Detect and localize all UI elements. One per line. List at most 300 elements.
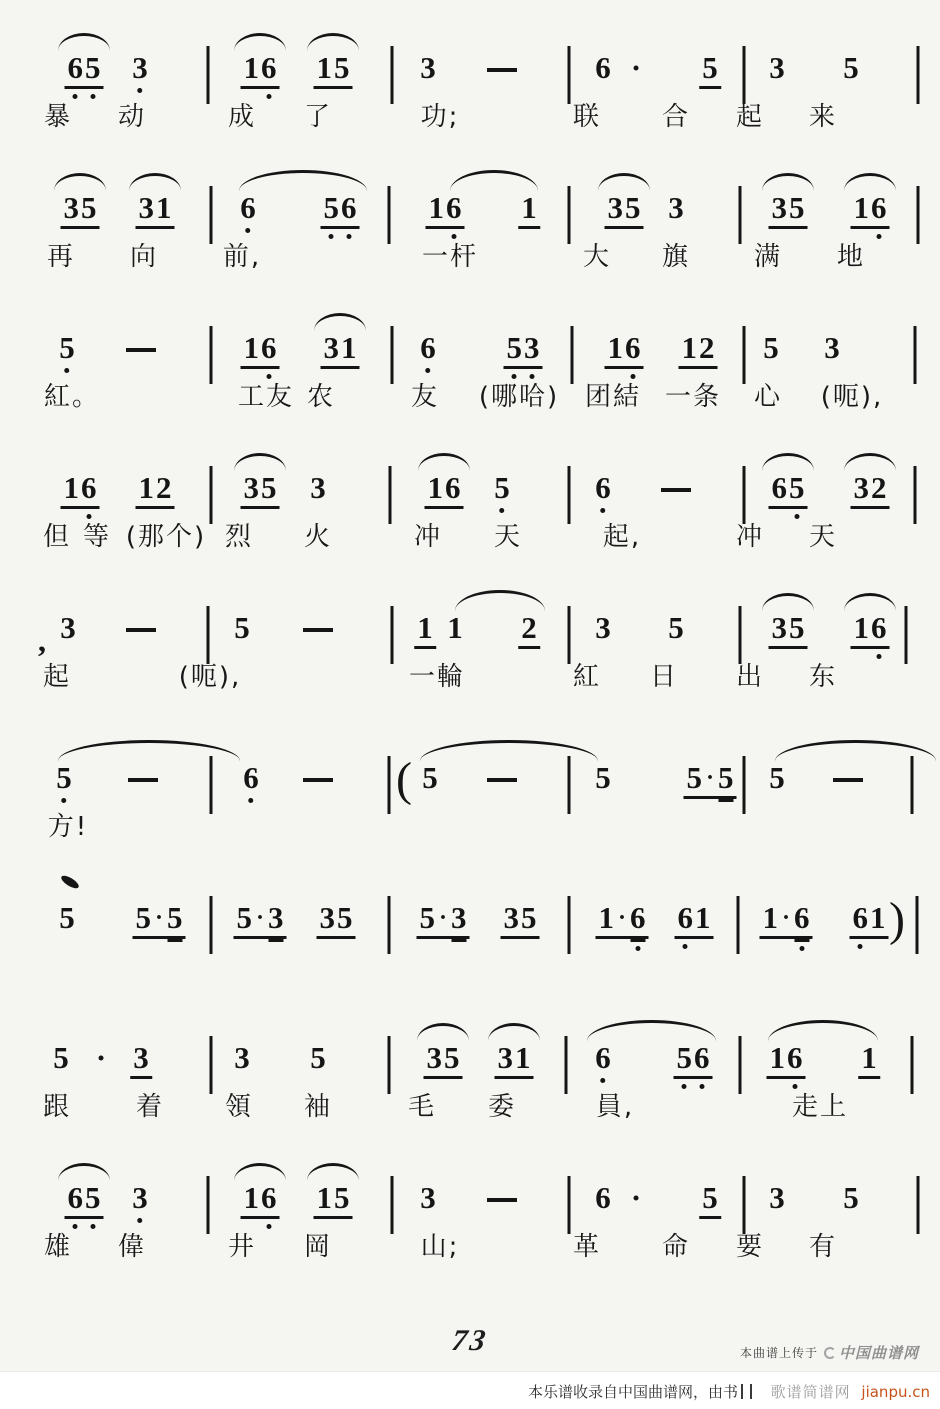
dash-note: [487, 1198, 517, 1202]
note-digit: 6: [794, 900, 810, 935]
lyric-syllable: 天: [808, 522, 838, 552]
barline: [743, 46, 746, 104]
score-line: [0, 740, 940, 880]
dash-note: [126, 348, 156, 352]
note-group: [605, 192, 644, 229]
note-digit: 5: [763, 330, 779, 365]
note-digit: 3: [243, 470, 259, 505]
note-digit: 5: [337, 900, 353, 935]
note-digit: ·: [617, 905, 627, 931]
score-line: [0, 1020, 940, 1160]
note-group: [769, 612, 808, 649]
lyric-syllable: 井: [227, 1232, 257, 1262]
note-digit: 5: [167, 900, 183, 935]
note-digit: 5: [789, 470, 805, 505]
lyric-syllable: 团結: [584, 382, 642, 412]
note-digit: 3: [771, 610, 787, 645]
note-digit: 5: [843, 1180, 859, 1215]
note-group: [840, 1182, 862, 1216]
note-digit: 6: [67, 1180, 83, 1215]
note-group: [851, 612, 890, 649]
note-digit: 6: [595, 50, 611, 85]
barline: [911, 1036, 914, 1094]
note-digit: ·: [781, 905, 791, 931]
barline: [207, 606, 210, 664]
score-line: [0, 30, 940, 170]
note-group: [850, 902, 889, 939]
note-group: [766, 52, 788, 86]
lyric-syllable: 冲: [413, 522, 443, 552]
barline: [388, 896, 391, 954]
note-digit: 1: [427, 470, 443, 505]
note-digit: 5: [595, 760, 611, 795]
note-digit: 6: [446, 190, 462, 225]
score-line: [0, 170, 940, 310]
note-group: [53, 762, 75, 796]
score-line: [0, 880, 940, 1020]
note-digit: 2: [521, 610, 537, 645]
note-digit: 5: [676, 1040, 692, 1075]
note-group: [444, 612, 466, 646]
note-group: [769, 472, 808, 509]
note-digit: 6: [595, 470, 611, 505]
footer-site: [771, 1381, 930, 1402]
score-line: [0, 590, 940, 730]
footer-source-label: 本乐谱收录自中国曲谱网，由书: [528, 1383, 739, 1401]
dash-note: [128, 778, 158, 782]
note-digit: 3: [497, 1040, 513, 1075]
note-digit: 5: [789, 610, 805, 645]
note-digit: 6: [630, 900, 646, 935]
slur-arc: [844, 593, 896, 611]
note-digit: 1: [870, 900, 886, 935]
lyric-syllable: 一条: [664, 382, 722, 412]
note-digit: 5: [668, 610, 684, 645]
note-group: [760, 332, 782, 366]
note-digit: 5: [494, 470, 510, 505]
note-group: [858, 1042, 880, 1079]
lyric-syllable: 偉: [117, 1232, 147, 1262]
note-digit: 6: [871, 610, 887, 645]
slur-arc: [844, 453, 896, 471]
augmentation-dot: ·: [630, 50, 642, 85]
slur-arc: [450, 170, 538, 191]
note-group: [595, 902, 648, 939]
slur-arc: [307, 1163, 359, 1181]
note-group: [665, 192, 687, 226]
note-group: [518, 612, 540, 649]
lyric-syllable: 要: [735, 1232, 765, 1262]
note-digit: 6: [420, 330, 436, 365]
note-digit: 6: [67, 50, 83, 85]
note-digit: 5: [334, 1180, 350, 1215]
barline: [391, 606, 394, 664]
barline: [210, 896, 213, 954]
lyric-syllable: 等: [82, 522, 112, 552]
note-group: [840, 52, 862, 86]
note-group: [237, 192, 259, 226]
note-digit: 5: [789, 190, 805, 225]
barline: [568, 466, 571, 524]
slur-arc: [455, 590, 545, 611]
note-digit: ·: [438, 905, 448, 931]
note-digit: 5: [59, 330, 75, 365]
note-digit: 1: [243, 1180, 259, 1215]
note-digit: 3: [310, 470, 326, 505]
note-group: [65, 52, 104, 89]
note-digit: 3: [451, 900, 467, 935]
note-group: [417, 332, 439, 366]
note-group: [231, 1042, 253, 1076]
note-digit: 2: [699, 330, 715, 365]
lyric-syllable: (呃),: [178, 662, 242, 692]
note-digit: 6: [677, 900, 693, 935]
note-digit: 1: [515, 1040, 531, 1075]
barline: [389, 466, 392, 524]
note-digit: 5: [85, 50, 101, 85]
lyric-syllable: 紅: [572, 662, 602, 692]
lyric-syllable: 冲: [735, 522, 765, 552]
note-digit: 3: [323, 330, 339, 365]
note-digit: 5: [718, 760, 734, 795]
lyric-syllable: 紅。: [43, 382, 101, 412]
note-digit: 6: [243, 760, 259, 795]
watermark-site-name: 中国曲谱网: [839, 1344, 920, 1362]
barline: [568, 1176, 571, 1234]
lyric-syllable: 合: [661, 102, 691, 132]
note-group: [56, 902, 78, 936]
note-digit: 2: [871, 470, 887, 505]
barline: [210, 326, 213, 384]
note-group: [65, 1182, 104, 1219]
barline: [568, 896, 571, 954]
note-digit: 5: [81, 190, 97, 225]
note-group: [759, 902, 812, 939]
note-digit: 5: [53, 1040, 69, 1075]
note-group: [419, 762, 441, 796]
note-digit: ·: [154, 905, 164, 931]
lyric-syllable: 跟: [42, 1092, 72, 1122]
slur-arc: [234, 1163, 286, 1181]
footer-source-text: [528, 1381, 752, 1402]
augmentation-dot: ·: [95, 1040, 107, 1075]
note-digit: 1: [138, 470, 154, 505]
slur-arc: [58, 1163, 110, 1181]
slur-arc: [768, 1020, 878, 1041]
note-digit: 6: [341, 190, 357, 225]
note-digit: 5: [59, 900, 75, 935]
lyric-syllable: 地: [836, 242, 866, 272]
note-group: [699, 1182, 721, 1219]
note-digit: 6: [595, 1040, 611, 1075]
note-digit: 6: [81, 470, 97, 505]
note-digit: 6: [261, 50, 277, 85]
barline: [207, 1176, 210, 1234]
note-digit: 5: [843, 50, 859, 85]
note-digit: 6: [261, 1180, 277, 1215]
note-digit: 1: [316, 1180, 332, 1215]
note-digit: 3: [853, 470, 869, 505]
barline: [743, 1176, 746, 1234]
barline: [568, 606, 571, 664]
lyric-syllable: 起: [42, 662, 72, 692]
note-digit: 6: [445, 470, 461, 505]
note-digit: 5: [419, 900, 435, 935]
note-digit: 3: [132, 50, 148, 85]
note-group: [56, 332, 78, 366]
slur-arc: [54, 173, 106, 191]
note-digit: 3: [234, 1040, 250, 1075]
note-group: [592, 612, 614, 646]
note-group: [679, 332, 718, 369]
note-digit: 3: [319, 900, 335, 935]
note-digit: 3: [668, 190, 684, 225]
barline: [388, 186, 391, 244]
note-digit: 1: [316, 50, 332, 85]
slur-arc: [762, 173, 814, 191]
note-group: [665, 612, 687, 646]
lyric-syllable: 天: [493, 522, 523, 552]
lyric-syllable: 領: [224, 1092, 254, 1122]
note-digit: 5: [323, 190, 339, 225]
note-group: [821, 332, 843, 366]
note-digit: 1: [853, 190, 869, 225]
note-digit: 3: [769, 50, 785, 85]
lyric-syllable: 有: [808, 1232, 838, 1262]
note-group: [851, 472, 890, 509]
note-group: [57, 612, 79, 646]
note-digit: 3: [426, 1040, 442, 1075]
note-group: [425, 472, 464, 509]
note-digit: 1: [861, 1040, 877, 1075]
note-group: [50, 1042, 72, 1076]
barline: [743, 326, 746, 384]
note-group: [592, 1042, 614, 1076]
lyric-syllable: 农: [306, 382, 336, 412]
note-group: [766, 762, 788, 796]
score-line: [0, 450, 940, 590]
note-group: [605, 332, 644, 369]
breath-mark: ,: [38, 622, 46, 658]
slur-arc: [234, 33, 286, 51]
note-digit: 5: [234, 610, 250, 645]
note-digit: 1: [243, 330, 259, 365]
note-group: [130, 1042, 152, 1079]
lyric-syllable: 但: [42, 522, 72, 552]
dash-note: [303, 778, 333, 782]
barline: [207, 46, 210, 104]
lyric-syllable: 起,: [602, 522, 642, 552]
dash-note: [303, 628, 333, 632]
lyric-syllable: 一杆: [421, 242, 479, 272]
note-digit: 5: [85, 1180, 101, 1215]
page-number: 73: [449, 1324, 491, 1357]
note-digit: 3: [132, 1180, 148, 1215]
note-group: [424, 1042, 463, 1079]
lyric-syllable: 友: [410, 382, 440, 412]
lyric-syllable: 旗: [661, 242, 691, 272]
lyric-syllable: (哪哈): [478, 382, 560, 412]
note-group: [417, 1182, 439, 1216]
slur-arc: [762, 593, 814, 611]
barline: [911, 756, 914, 814]
lyric-syllable: 日: [649, 662, 679, 692]
note-digit: 5: [236, 900, 252, 935]
note-digit: 1: [243, 50, 259, 85]
lyric-syllable: 雄: [43, 1232, 73, 1262]
lyric-syllable: 了: [303, 102, 333, 132]
barline: [917, 46, 920, 104]
note-group: [307, 472, 329, 506]
barline: [739, 186, 742, 244]
note-digit: 3: [769, 1180, 785, 1215]
barline: [914, 466, 917, 524]
note-group: [317, 902, 356, 939]
note-group: [307, 1042, 329, 1076]
note-group: [426, 192, 465, 229]
barline: [391, 326, 394, 384]
slur-arc: [587, 1020, 716, 1041]
note-digit: 1: [417, 610, 433, 645]
slur-arc: [58, 33, 110, 51]
lyric-syllable: 起: [735, 102, 765, 132]
note-group: [136, 472, 175, 509]
barline: [565, 1036, 568, 1094]
lyric-syllable: 动: [117, 102, 147, 132]
note-group: [314, 52, 353, 89]
note-group: [136, 192, 175, 229]
note-digit: 1: [521, 190, 537, 225]
note-group: [240, 762, 262, 796]
barline: [571, 326, 574, 384]
lyric-syllable: 工友: [237, 382, 295, 412]
lyric-syllable: 火: [303, 522, 333, 552]
note-digit: 1: [447, 610, 463, 645]
slur-arc: [598, 173, 650, 191]
barline: [391, 46, 394, 104]
slur-arc: [762, 453, 814, 471]
slur-arc: [234, 453, 286, 471]
footer-site-url[interactable]: jianpu.cn: [861, 1383, 930, 1401]
lyric-syllable: 一輪: [408, 662, 466, 692]
note-digit: 3: [63, 190, 79, 225]
note-digit: 2: [156, 470, 172, 505]
dash-note: [487, 68, 517, 72]
note-digit: 5: [769, 760, 785, 795]
lyric-syllable: 联: [572, 102, 602, 132]
note-digit: 6: [771, 470, 787, 505]
note-digit: 5: [135, 900, 151, 935]
note-digit: 6: [852, 900, 868, 935]
note-digit: 3: [60, 610, 76, 645]
note-group: [766, 1182, 788, 1216]
note-digit: 3: [138, 190, 154, 225]
lyric-syllable: 大: [582, 242, 612, 272]
note-group: [592, 52, 614, 86]
lyric-syllable: 东: [808, 662, 838, 692]
note-group: [231, 612, 253, 646]
note-digit: 6: [625, 330, 641, 365]
lyric-syllable: 成: [227, 102, 257, 132]
barline: [568, 46, 571, 104]
note-digit: 5: [56, 760, 72, 795]
note-group: [592, 1182, 614, 1216]
note-group: [241, 1182, 280, 1219]
note-group: [504, 332, 543, 369]
lyric-syllable: 方!: [47, 812, 89, 842]
note-group: [769, 192, 808, 229]
note-digit: 5: [310, 1040, 326, 1075]
lyric-syllable: 烈: [224, 522, 254, 552]
note-digit: 6: [871, 190, 887, 225]
note-group: [233, 902, 286, 939]
note-digit: 1: [853, 610, 869, 645]
slur-arc: [417, 1023, 469, 1041]
dash-note: [661, 488, 691, 492]
slur-arc: [420, 740, 598, 761]
barline: [210, 466, 213, 524]
note-digit: 5: [686, 760, 702, 795]
augmentation-dot: ·: [630, 1180, 642, 1215]
note-digit: 5: [334, 50, 350, 85]
note-group: [501, 902, 540, 939]
note-group: [674, 1042, 713, 1079]
note-digit: 1: [762, 900, 778, 935]
note-group: [241, 472, 280, 509]
barline: [917, 186, 920, 244]
note-group: [314, 1182, 353, 1219]
footer-site-name: 歌谱简谱网: [770, 1383, 851, 1401]
note-digit: 5: [261, 470, 277, 505]
note-digit: ·: [705, 765, 715, 791]
lyric-syllable: 向: [129, 242, 159, 272]
note-digit: 5: [422, 760, 438, 795]
note-digit: 1: [607, 330, 623, 365]
slur-arc: [239, 170, 367, 191]
note-group: [61, 472, 100, 509]
barline: [210, 756, 213, 814]
lyric-syllable: (那个): [125, 522, 207, 552]
slur-arc: [314, 313, 366, 331]
barline: [743, 466, 746, 524]
note-digit: 3: [133, 1040, 149, 1075]
lyric-syllable: 命: [661, 1232, 691, 1262]
note-digit: 1: [681, 330, 697, 365]
note-group: [675, 902, 714, 939]
lyric-syllable: 走上: [791, 1092, 849, 1122]
note-group: [592, 472, 614, 506]
note-digit: 3: [503, 900, 519, 935]
lyric-syllable: 委: [487, 1092, 517, 1122]
barline: [917, 1176, 920, 1234]
note-group: [592, 762, 614, 796]
lyric-syllable: 暴: [43, 102, 73, 132]
slur-arc: [844, 173, 896, 191]
barline: [905, 606, 908, 664]
note-group: [129, 1182, 151, 1216]
lyric-syllable: 满: [753, 242, 783, 272]
slur-arc: [58, 740, 240, 761]
note-digit: 5: [506, 330, 522, 365]
lyric-syllable: 出: [735, 662, 765, 692]
qupu-circle-icon: [824, 1347, 836, 1359]
note-digit: 1: [695, 900, 711, 935]
note-group: [683, 762, 736, 799]
dash-note: [833, 778, 863, 782]
note-group: [851, 192, 890, 229]
lyric-syllable: 員,: [595, 1092, 635, 1122]
note-digit: 6: [595, 1180, 611, 1215]
